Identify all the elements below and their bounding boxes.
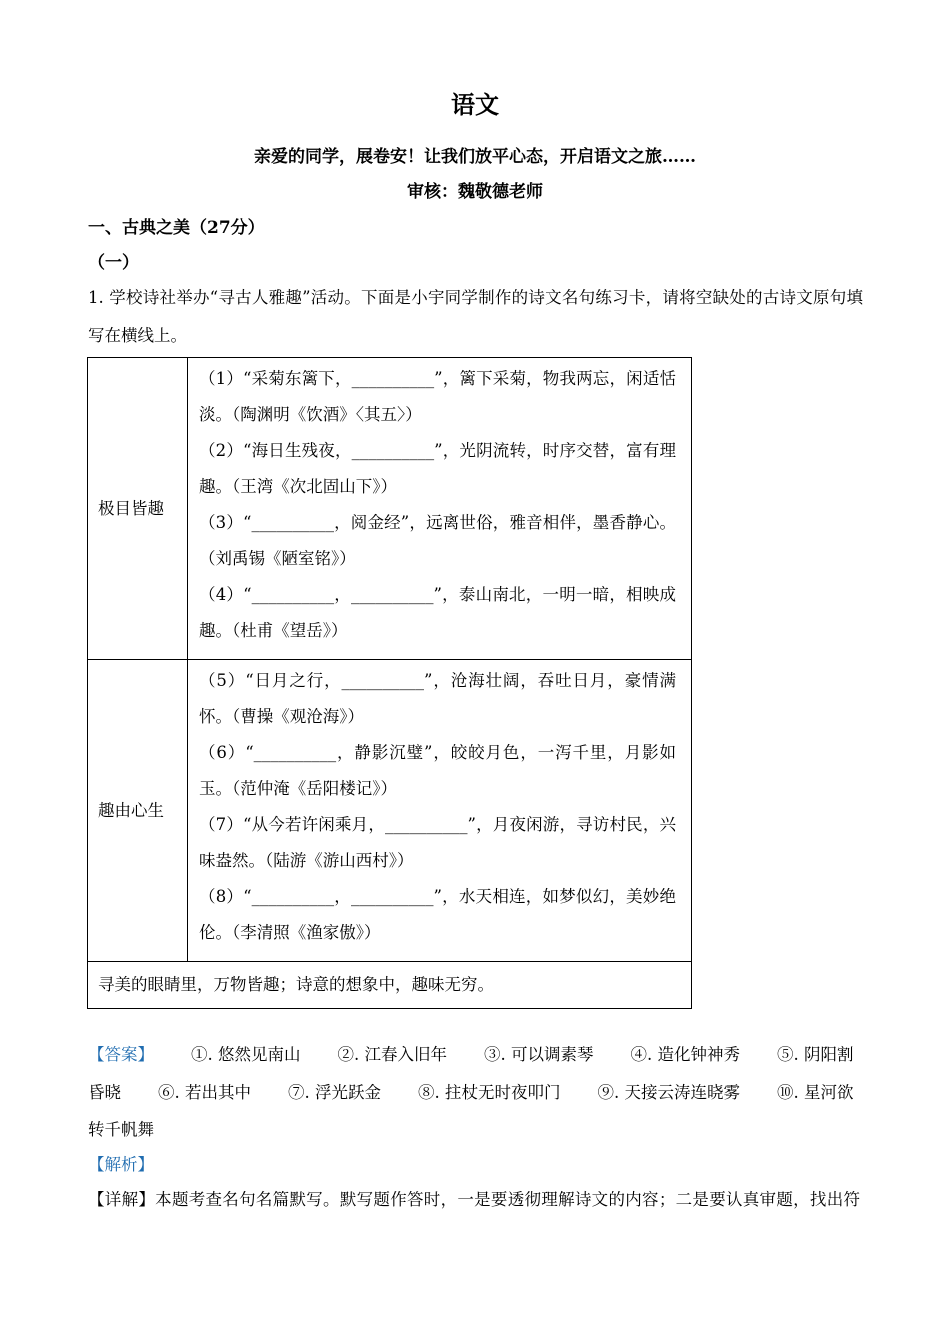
greeting-line: 亲爱的同学，展卷安！让我们放平心态，开启语文之旅…… [254,147,696,167]
answer-item: ⑧. 拄杖无时夜叩门 [418,1082,561,1102]
reviewer-line: 审核：魏敬德老师 [407,182,543,202]
row-label: 趣由心生 [88,660,188,962]
answer-label: 【答案】 [88,1045,154,1064]
fill-item: （6）“__________，静影沉璧”，皎皎月色，一泻千里，月影如玉。（范仲淹《岳阳楼记》） [199,743,676,798]
answer-item: ⑦. 浮光跃金 [288,1082,381,1102]
answer-item: ⑥. 若出其中 [158,1082,251,1102]
answer-item: ④. 造化钟神秀 [630,1045,740,1064]
table-row [88,358,692,660]
table-row [88,660,692,962]
question-text: 1. 学校诗社举办“寻古人雅趣”活动。下面是小宇同学制作的诗文名句练习卡，请将空缺处的古诗文原句填写在横线上。 [88,288,863,345]
page-title: 语文 [451,90,499,119]
fill-item: （4）“__________，__________”，泰山南北，一明一暗，相映成趣。（杜甫《望岳》） [199,585,676,640]
fill-item: （7）“从今若许闲乘月，__________”，月夜闲游，寻访村民，兴味盎然。（陆游《游山西村》） [199,815,676,870]
answer-item: ③. 可以调素琴 [484,1045,594,1064]
answer-item: ⑩. 星河欲转千帆舞 [88,1082,854,1139]
practice-card-table [87,357,692,1009]
fill-item: （1）“采菊东篱下，__________”，篱下采菊，物我两忘，闲适恬淡。（陶渊明《饮酒》〈其五〉） [199,369,676,424]
table-footer: 寻美的眼睛里，万物皆趣；诗意的想象中，趣味无穷。 [88,962,692,1009]
section-heading: 一、古典之美（27分） [88,218,265,238]
answer-block [88,1036,863,1149]
row-content [188,358,692,660]
analysis-label: 【解析】 [88,1155,154,1174]
answer-item: ②. 江春入旧年 [337,1045,447,1064]
answer-item: ⑤. 阴阳割昏晓 [88,1045,854,1102]
analysis-detail: 【详解】本题考查名句名篇默写。默写题作答时，一是要透彻理解诗文的内容；二是要认真审题，找出符 [88,1190,860,1209]
row-label: 极目皆趣 [88,358,188,660]
row-content [188,660,692,962]
fill-item: （8）“__________，__________”，水天相连，如梦似幻，美妙绝伦。（李清照《渔家傲》） [199,887,676,942]
answer-item: ①. 悠然见南山 [191,1045,301,1064]
sub-section-heading: （一） [88,253,139,273]
fill-item: （2）“海日生残夜，__________”，光阴流转，时序交替，富有理趣。（王湾《次北固山下》） [199,441,676,496]
table-footer-row [88,962,692,1009]
fill-item: （5）“日月之行，__________”，沧海壮阔，吞吐日月，豪情满怀。（曹操《观沧海》） [199,671,676,726]
answer-item: ⑨. 天接云涛连晓雾 [597,1082,740,1102]
fill-item: （3）“__________，阅金经”，远离世俗，雅音相伴，墨香静心。（刘禹锡《陋室铭》） [199,513,676,568]
